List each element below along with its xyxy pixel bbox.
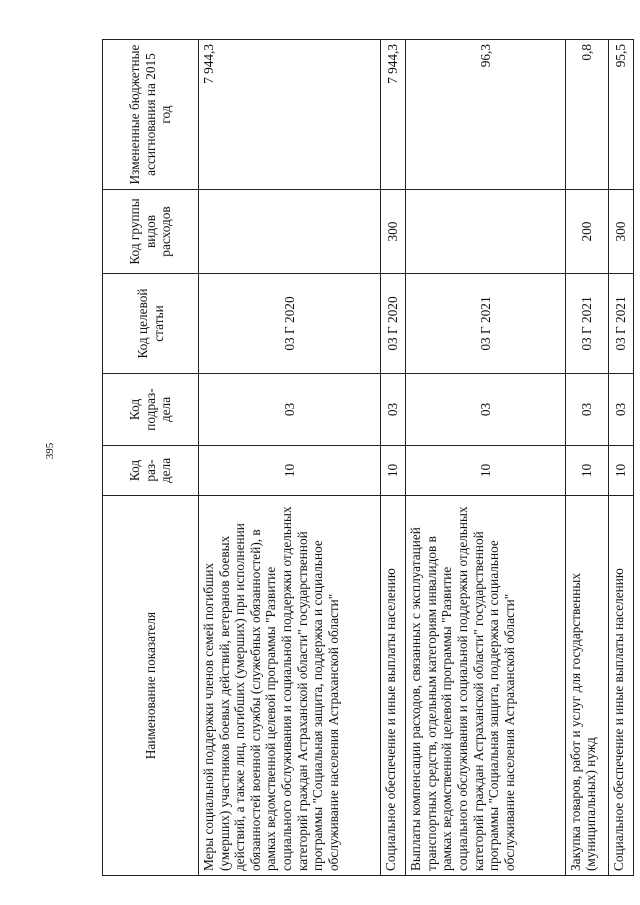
- table-row: [381, 40, 406, 876]
- row-podrazdel: 03: [608, 374, 633, 446]
- row-podrazdel: 03: [381, 374, 406, 446]
- row-podrazdel: 03: [565, 374, 608, 446]
- row-group: 200: [565, 190, 608, 274]
- table-row: [565, 40, 608, 876]
- row-name: Закупка товаров, работ и услуг для государственных (муниципальных) нужд: [565, 496, 608, 876]
- row-amount: 95,5: [608, 40, 633, 190]
- row-name: Меры социальной поддержки членов семей погибших (умерших) участников боевых действий, ветеранов боевых действий, а также лиц, погибших (умерших) при исполнении обязанностей военной службы (служебных обязанностей), в рамках ведомственной целевой программы "Развитие социального обслуживания и социальной поддержки отдельных категорий граждан Астраханской области" государственной программы "Социальная защита, поддержка и социальное обслуживание населения Астраханской области": [199, 496, 381, 876]
- row-amount: 96,3: [406, 40, 565, 190]
- header-target: Код целевой статьи: [103, 274, 199, 374]
- row-target: 03 Г 2021: [608, 274, 633, 374]
- row-name: Социальное обеспечение и иные выплаты населению: [381, 496, 406, 876]
- row-target: 03 Г 2020: [199, 274, 381, 374]
- rotated-budget-table: [102, 40, 634, 876]
- row-name: Социальное обеспечение и иные выплаты населению: [608, 496, 633, 876]
- row-podrazdel: 03: [406, 374, 565, 446]
- row-razdel: 10: [608, 446, 633, 496]
- row-name: Выплаты компенсации расходов, связанных с эксплуатацией транспортных средств, отдельным категориям инвалидов в рамках ведомственной целевой программы "Развитие социального обслуживания и социальной поддержки отдельных категорий граждан Астраханской области" государственной программы "Социальная защита, поддержка и социальное обслуживание населения Астраханской области": [406, 496, 565, 876]
- row-podrazdel: 03: [199, 374, 381, 446]
- row-amount: 0,8: [565, 40, 608, 190]
- row-group: [406, 190, 565, 274]
- row-razdel: 10: [406, 446, 565, 496]
- row-razdel: 10: [565, 446, 608, 496]
- row-target: 03 Г 2020: [381, 274, 406, 374]
- row-amount: 7 944,3: [199, 40, 381, 190]
- row-target: 03 Г 2021: [406, 274, 565, 374]
- table-row: [199, 40, 381, 876]
- header-group: Код группы видов расходов: [103, 190, 199, 274]
- row-target: 03 Г 2021: [565, 274, 608, 374]
- row-group: 300: [608, 190, 633, 274]
- header-amount: Измененные бюджетные ассигнования на 2015 год: [103, 40, 199, 190]
- header-razdel: Код раз-дела: [103, 446, 199, 496]
- header-podrazdel: Код подраз-дела: [103, 374, 199, 446]
- table-row: [608, 40, 633, 876]
- row-group: 300: [381, 190, 406, 274]
- row-razdel: 10: [381, 446, 406, 496]
- row-group: [199, 190, 381, 274]
- row-amount: 7 944,3: [381, 40, 406, 190]
- budget-table: [102, 39, 634, 876]
- page-number: 395: [44, 442, 56, 460]
- table-row: [406, 40, 565, 876]
- table-header-row: [103, 40, 199, 876]
- header-name: Наименование показателя: [103, 496, 199, 876]
- row-razdel: 10: [199, 446, 381, 496]
